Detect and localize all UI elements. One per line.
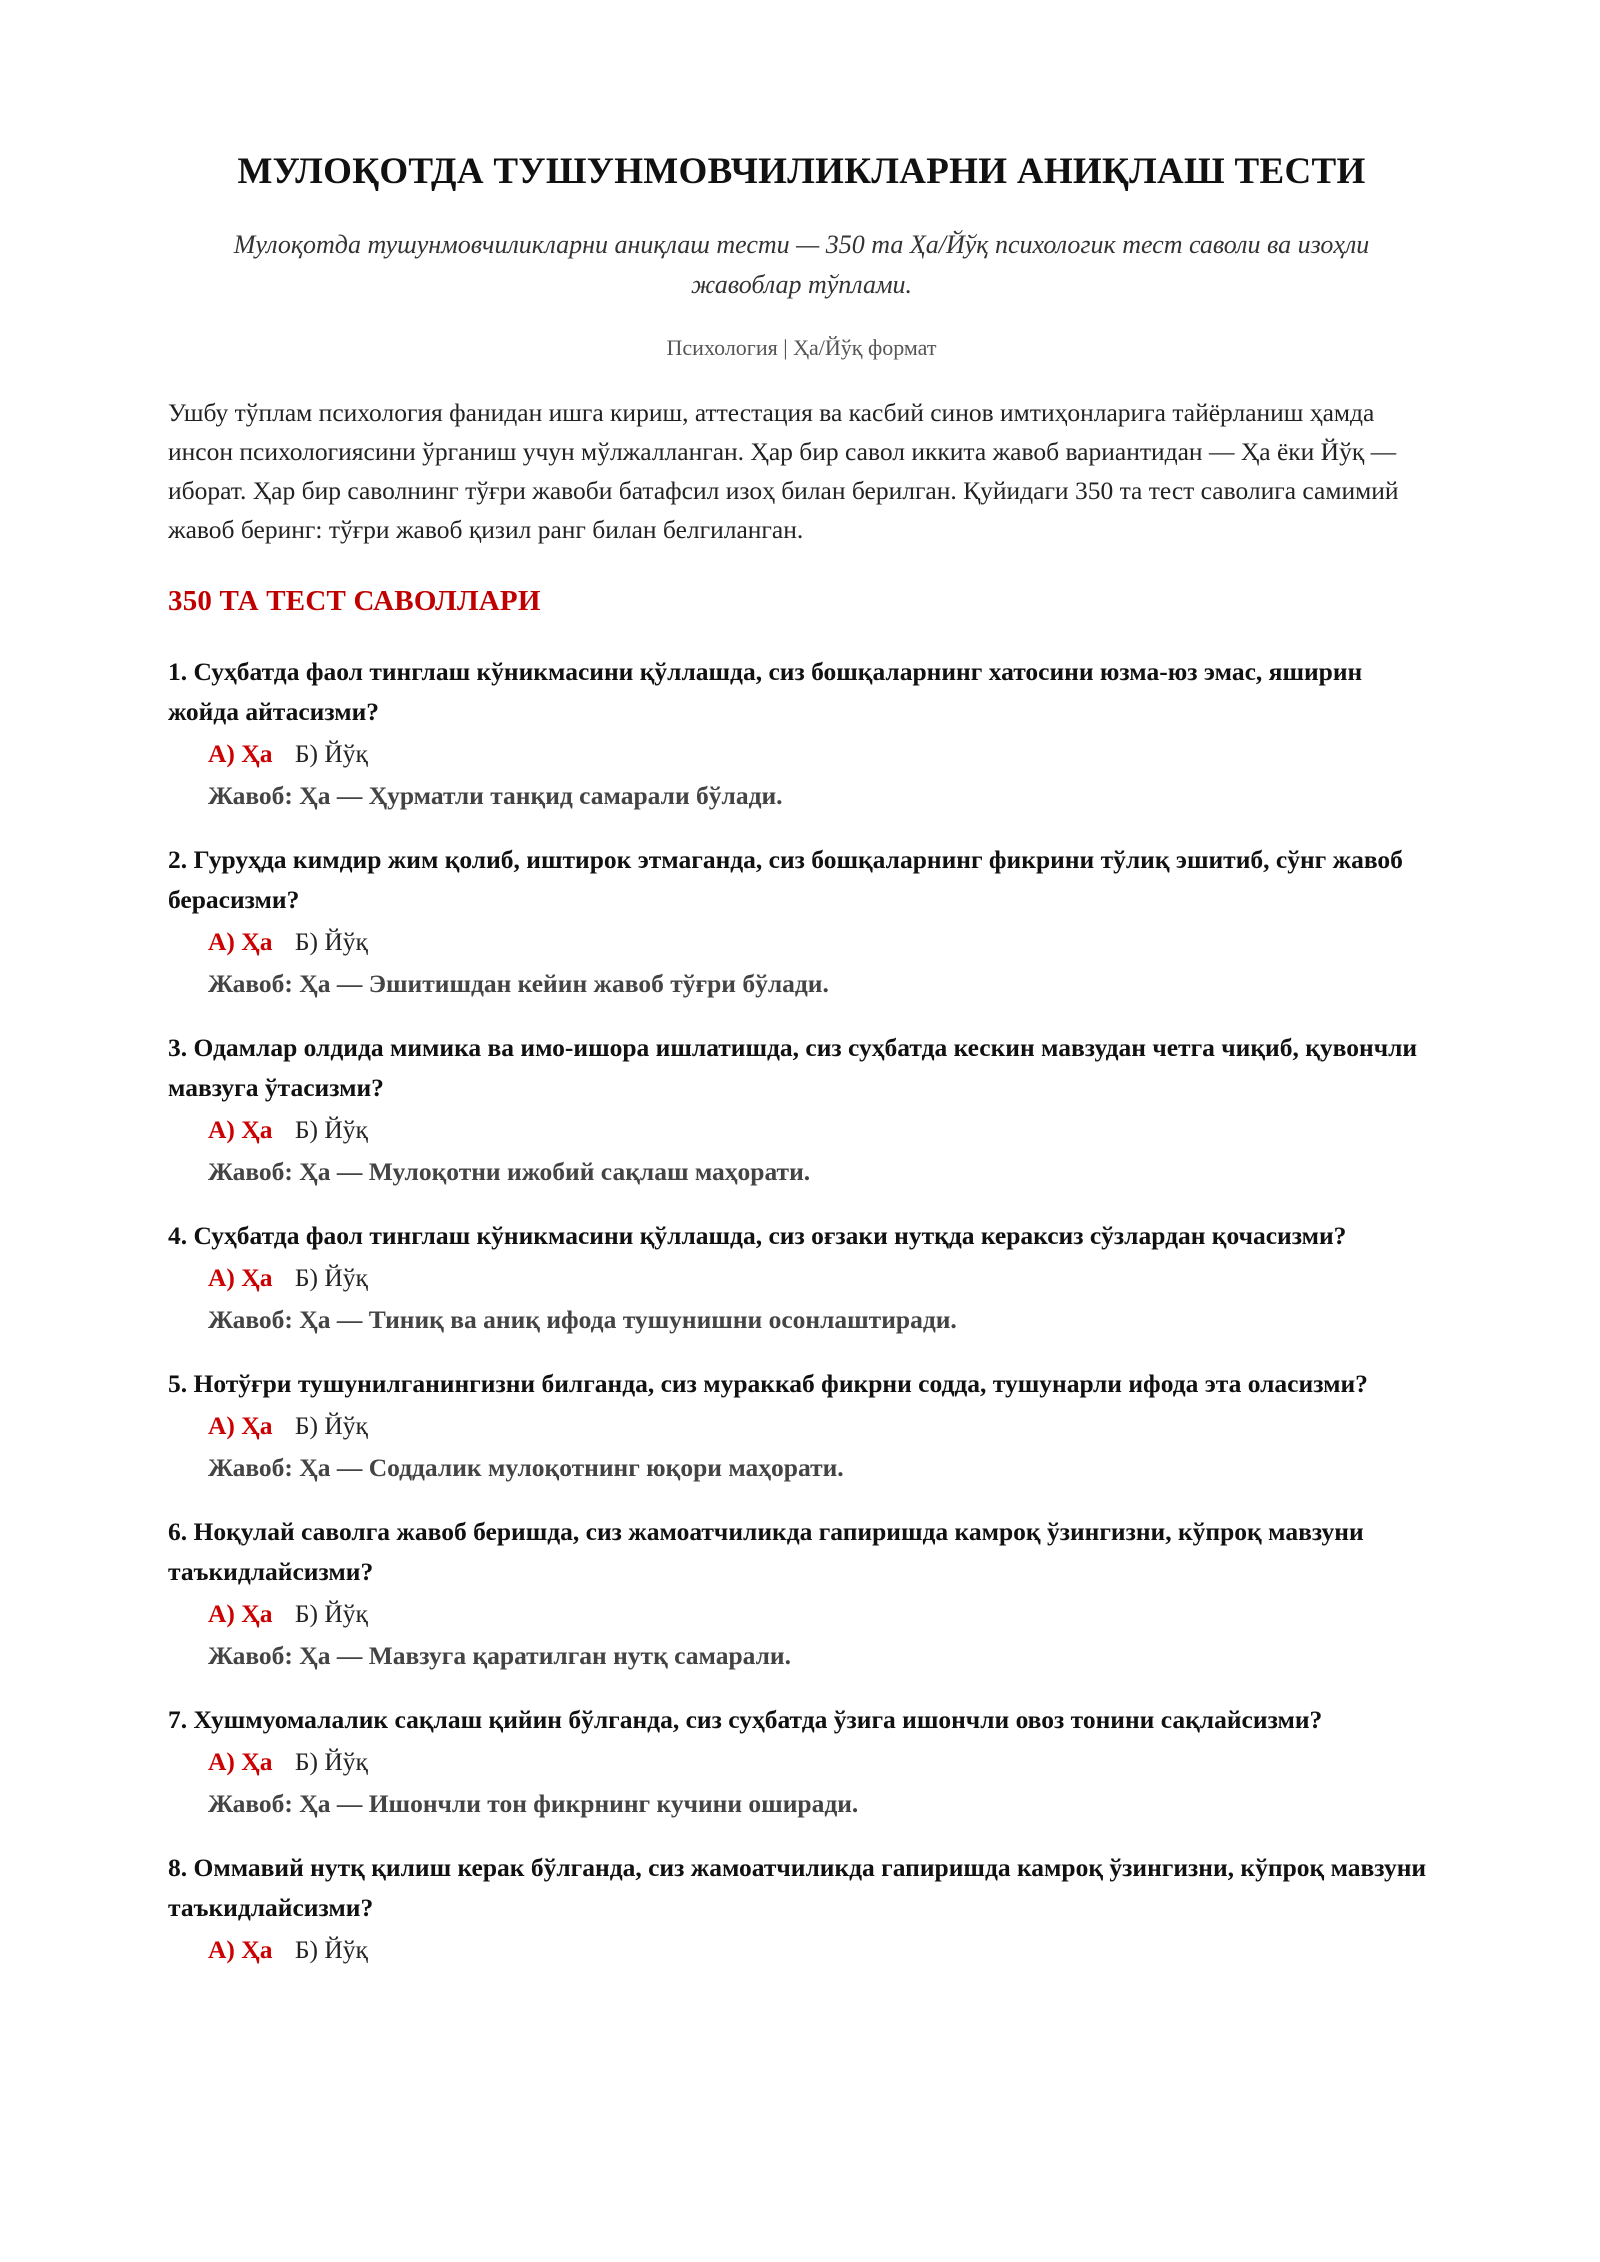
- option-a-correct: А) Ҳа: [208, 1263, 273, 1292]
- question-options: [168, 1742, 1435, 1782]
- answer-explanation: Жавоб: Ҳа — Эшитишдан кейин жавоб тўғри бўлади.: [208, 969, 829, 998]
- option-a-correct: А) Ҳа: [208, 1747, 273, 1776]
- option-a-correct: А) Ҳа: [208, 1411, 273, 1440]
- question-options: [168, 1258, 1435, 1298]
- option-b: Б) Йўқ: [294, 1935, 368, 1964]
- answer-explanation: Жавоб: Ҳа — Соддалик мулоқотнинг юқори маҳорати.: [208, 1453, 844, 1482]
- question-list: [168, 652, 1435, 1970]
- answer-explanation: Жавоб: Ҳа — Мавзуга қаратилган нутқ самарали.: [208, 1641, 791, 1670]
- section-title: 350 ТА ТЕСТ САВОЛЛАРИ: [168, 585, 541, 617]
- question-text: 5. Нотўғри тушунилганингизни билганда, сиз мураккаб фикрни содда, тушунарли ифода эта оласизми?: [168, 1369, 1368, 1398]
- document-title: МУЛОҚОТДА ТУШУНМОВЧИЛИКЛАРНИ АНИҚЛАШ ТЕСТИ: [237, 151, 1366, 192]
- option-b: Б) Йўқ: [294, 927, 368, 956]
- question-item: [168, 1700, 1435, 1824]
- option-b: Б) Йўқ: [294, 1599, 368, 1628]
- option-b: Б) Йўқ: [294, 1263, 368, 1292]
- question-item: [168, 1848, 1435, 1970]
- document-subtitle: Мулоқотда тушунмовчиликларни аниқлаш тести — 350 та Ҳа/Йўқ психологик тест саволи ва изоҳли жавоблар тўплами.: [233, 230, 1370, 299]
- question-options: [168, 1594, 1435, 1634]
- question-text: 3. Одамлар олдида мимика ва имо-ишора ишлатишда, сиз суҳбатда кескин мавзудан четга чиқиб, қувончли мавзуга ўтасизми?: [168, 1033, 1418, 1102]
- option-a-correct: А) Ҳа: [208, 1115, 273, 1144]
- option-a-correct: А) Ҳа: [208, 1935, 273, 1964]
- question-item: [168, 1216, 1435, 1340]
- answer-explanation: Жавоб: Ҳа — Ҳурматли танқид самарали бўлади.: [208, 781, 783, 810]
- question-options: [168, 1110, 1435, 1150]
- question-options: [168, 922, 1435, 962]
- option-a-correct: А) Ҳа: [208, 1599, 273, 1628]
- question-item: [168, 652, 1435, 816]
- question-text: 8. Оммавий нутқ қилиш керак бўлганда, сиз жамоатчиликда гапиришда камроқ ўзингизни, кўпроқ мавзуни таъкидлайсизми?: [168, 1853, 1427, 1922]
- question-text: 6. Ноқулай саволга жавоб беришда, сиз жамоатчиликда гапиришда камроқ ўзингизни, кўпроқ мавзуни таъкидлайсизми?: [168, 1517, 1364, 1586]
- question-options: [168, 1930, 1435, 1970]
- question-options: [168, 734, 1435, 774]
- intro-paragraph: Ушбу тўплам психология фанидан ишга кириш, аттестация ва касбий синов имтиҳонларига тайёрланиш ҳамда инсон психологиясини ўрганиш учун мўлжалланган. Ҳар бир савол иккита жавоб вариантидан — Ҳа ёки Йўқ — иборат. Ҳар бир саволнинг тўғри жавоби батафсил изоҳ билан берилган. Қуйидаги 350 та тест саволига самимий жавоб беринг: тўғри жавоб қизил ранг билан белгиланган.: [168, 398, 1399, 544]
- document-meta: Психология | Ҳа/Йўқ формат: [666, 335, 937, 360]
- option-a-correct: А) Ҳа: [208, 739, 273, 768]
- question-item: [168, 1364, 1435, 1488]
- question-text: 7. Хушмуомалалик сақлаш қийин бўлганда, сиз суҳбатда ўзига ишончли овоз тонини сақлайсизми?: [168, 1705, 1323, 1734]
- question-item: [168, 1512, 1435, 1676]
- question-item: [168, 840, 1435, 1004]
- answer-explanation: Жавоб: Ҳа — Тиниқ ва аниқ ифода тушунишни осонлаштиради.: [208, 1305, 957, 1334]
- question-text: 2. Гуруҳда кимдир жим қолиб, иштирок этмаганда, сиз бошқаларнинг фикрини тўлиқ эшитиб, сўнг жавоб берасизми?: [168, 845, 1403, 914]
- option-b: Б) Йўқ: [294, 1411, 368, 1440]
- option-b: Б) Йўқ: [294, 739, 368, 768]
- question-text: 4. Суҳбатда фаол тинглаш кўникмасини қўллашда, сиз оғзаки нутқда кераксиз сўзлардан қочасизми?: [168, 1221, 1347, 1250]
- option-b: Б) Йўқ: [294, 1747, 368, 1776]
- option-a-correct: А) Ҳа: [208, 927, 273, 956]
- answer-explanation: Жавоб: Ҳа — Ишончли тон фикрнинг кучини оширади.: [208, 1789, 859, 1818]
- answer-explanation: Жавоб: Ҳа — Мулоқотни ижобий сақлаш маҳорати.: [208, 1157, 811, 1186]
- question-options: [168, 1406, 1435, 1446]
- option-b: Б) Йўқ: [294, 1115, 368, 1144]
- question-item: [168, 1028, 1435, 1192]
- question-text: 1. Суҳбатда фаол тинглаш кўникмасини қўллашда, сиз бошқаларнинг хатосини юзма-юз эмас, яширин жойда айтасизми?: [168, 657, 1363, 726]
